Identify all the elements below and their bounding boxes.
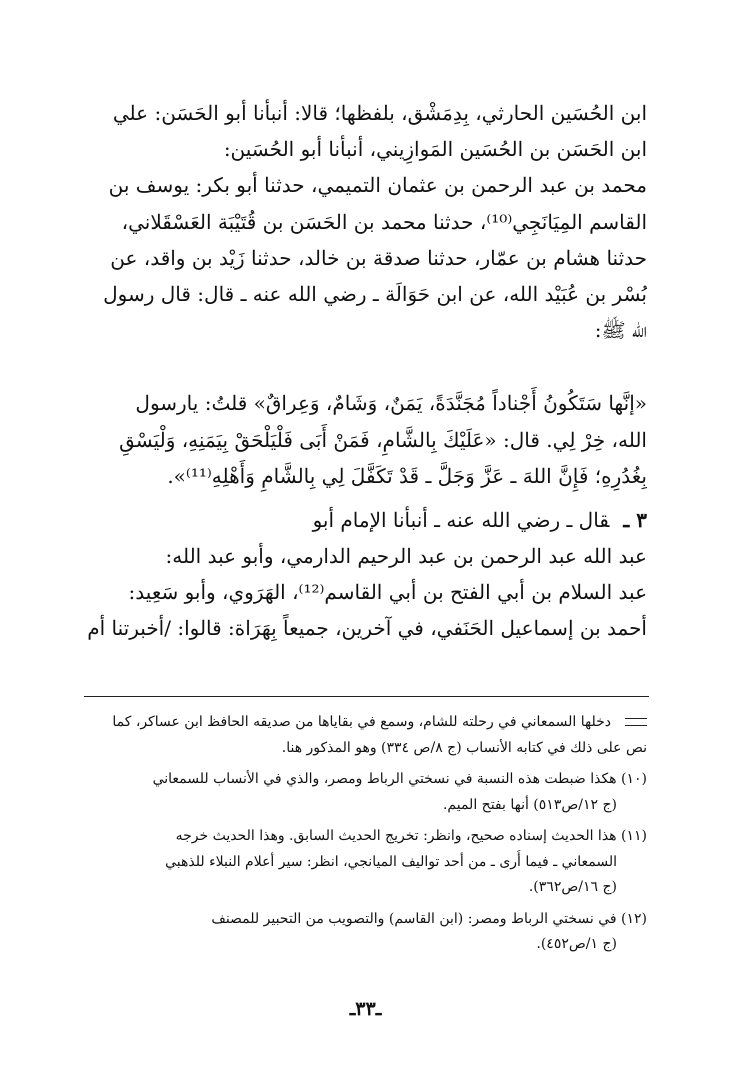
text-line: ابن الحَسَن بن الحُسَين المَوازِيني، أنبأنا أبو الحُسَين:: [223, 137, 647, 162]
footnote-line: نص على ذلك في كتابه الأنساب (ج ٨/ص ٣٣٤) وهو المذكور هنا.: [281, 739, 647, 756]
footnote-12: [84, 907, 647, 958]
text-line: حدثنا هشام بن عمّار، حدثنا صدقة بن خالد، حدثنا زَيْد بن واقد، عن: [110, 245, 647, 270]
footnote-line: (١٠) هكذا ضبطت هذه النسبة في نسختي الرباط ومصر، والذي في الأنساب للسمعاني: [152, 771, 647, 787]
footnote-line: دخلها السمعاني في رحلته للشام، وسمع في بقاياها من صديقه الحافظ ابن عساكر، كما: [112, 714, 611, 730]
text-line: ابن الحُسَين الحارثي، بِدِمَشْق، بلفظها؛ قالا: أنبأنا أبو الحَسَن: علي: [112, 101, 647, 125]
paragraph-gap: [84, 348, 647, 385]
footnote-line: (١٢) في نسختي الرباط ومصر: (ابن القاسم) والتصويب من التحبير للمصنف: [211, 910, 647, 927]
hadith-3-heading-line: [84, 502, 647, 538]
footnote-line: السمعاني ـ فيما أُرى ـ من أحد تواليف الميانجي، انظر: سير أعلام النبلاء للذهبي: [165, 853, 617, 870]
page-number: ـ٣٣ـ: [349, 998, 382, 1020]
paragraph-gap: [84, 494, 647, 502]
text-line: عبد الله عبد الرحمن بن عبد الرحيم الدارمي، وأبو عبد الله:: [165, 544, 647, 569]
footnote-line: (ج ١/ص٤٥٢).: [536, 936, 617, 952]
text-line: أحمد بن إسماعيل الحَنَفي، في آخرين، جميعاً بِهَرَاة: قالوا: /أخبرتنا أم: [87, 616, 647, 641]
hadith-text-line: الله، خِرْ لِي. قال: «عَلَيْكَ بِالشَّامِ، فَمَنْ أَبَى فَلْيَلْحَقْ بِيَمَنِهِ، وَلْيَسْقِ: [119, 427, 647, 452]
footnote-separator: [84, 696, 649, 697]
text-line: القاسم المِيَانَجِي⁽¹⁰⁾، حدثنا محمد بن الحَسَن بن قُتَيْبَة العَسْقَلاني،: [121, 209, 647, 234]
text-line: عبد السلام بن أبي الفتح بن أبي القاسم⁽¹²⁾، الهَرَوي، وأبو سَعِيد:: [128, 580, 647, 605]
hadith-text-line: بِغُدُرِهِ؛ فَإِنَّ اللهَ ـ عَزَّ وَجَلَّ ـ قَدْ تَكَفَّلَ لِي بِالشَّامِ وَأَهْلِهِ⁽¹¹⁾».: [167, 463, 647, 488]
hadith-3-opening: قال ـ رضي الله عنه ـ أنبأنا الإمام أبو: [312, 507, 610, 532]
text-line: الله ﷺ:: [594, 318, 647, 343]
hadith-number: ٣ ـ: [623, 507, 647, 532]
footnote-continued: [84, 710, 647, 761]
main-text: [84, 95, 647, 647]
text-line: بُسْر بن عُبَيْد الله، عن ابن حَوَالَة ـ رضي الله عنه ـ قال: قال رسول: [103, 281, 647, 306]
footnote-11: [84, 824, 647, 901]
footnote-line: (١١) هذا الحديث إسناده صحيح، وانظر: تخريج الحديث السابق. وهذا الحديث خرجه: [175, 828, 647, 844]
text-line: محمد بن عبد الرحمن بن عثمان التميمي، حدثنا أبو بكر: يوسف بن: [108, 173, 647, 198]
footnote-10: [84, 767, 647, 818]
footnote-line: (ج ١٢/ص٥١٣) أنها بفتح الميم.: [442, 796, 617, 813]
hadith-text-line: «إنَّها سَتَكُونُ أَجْناداً مُجَنَّدَةً، يَمَنٌ، وَشَامٌ، وَعِراقٌ» قلتُ: يارسول: [135, 391, 647, 416]
footnote-line: (ج ١٦/ص٣٦٢).: [528, 879, 617, 895]
footnotes: [84, 710, 647, 964]
